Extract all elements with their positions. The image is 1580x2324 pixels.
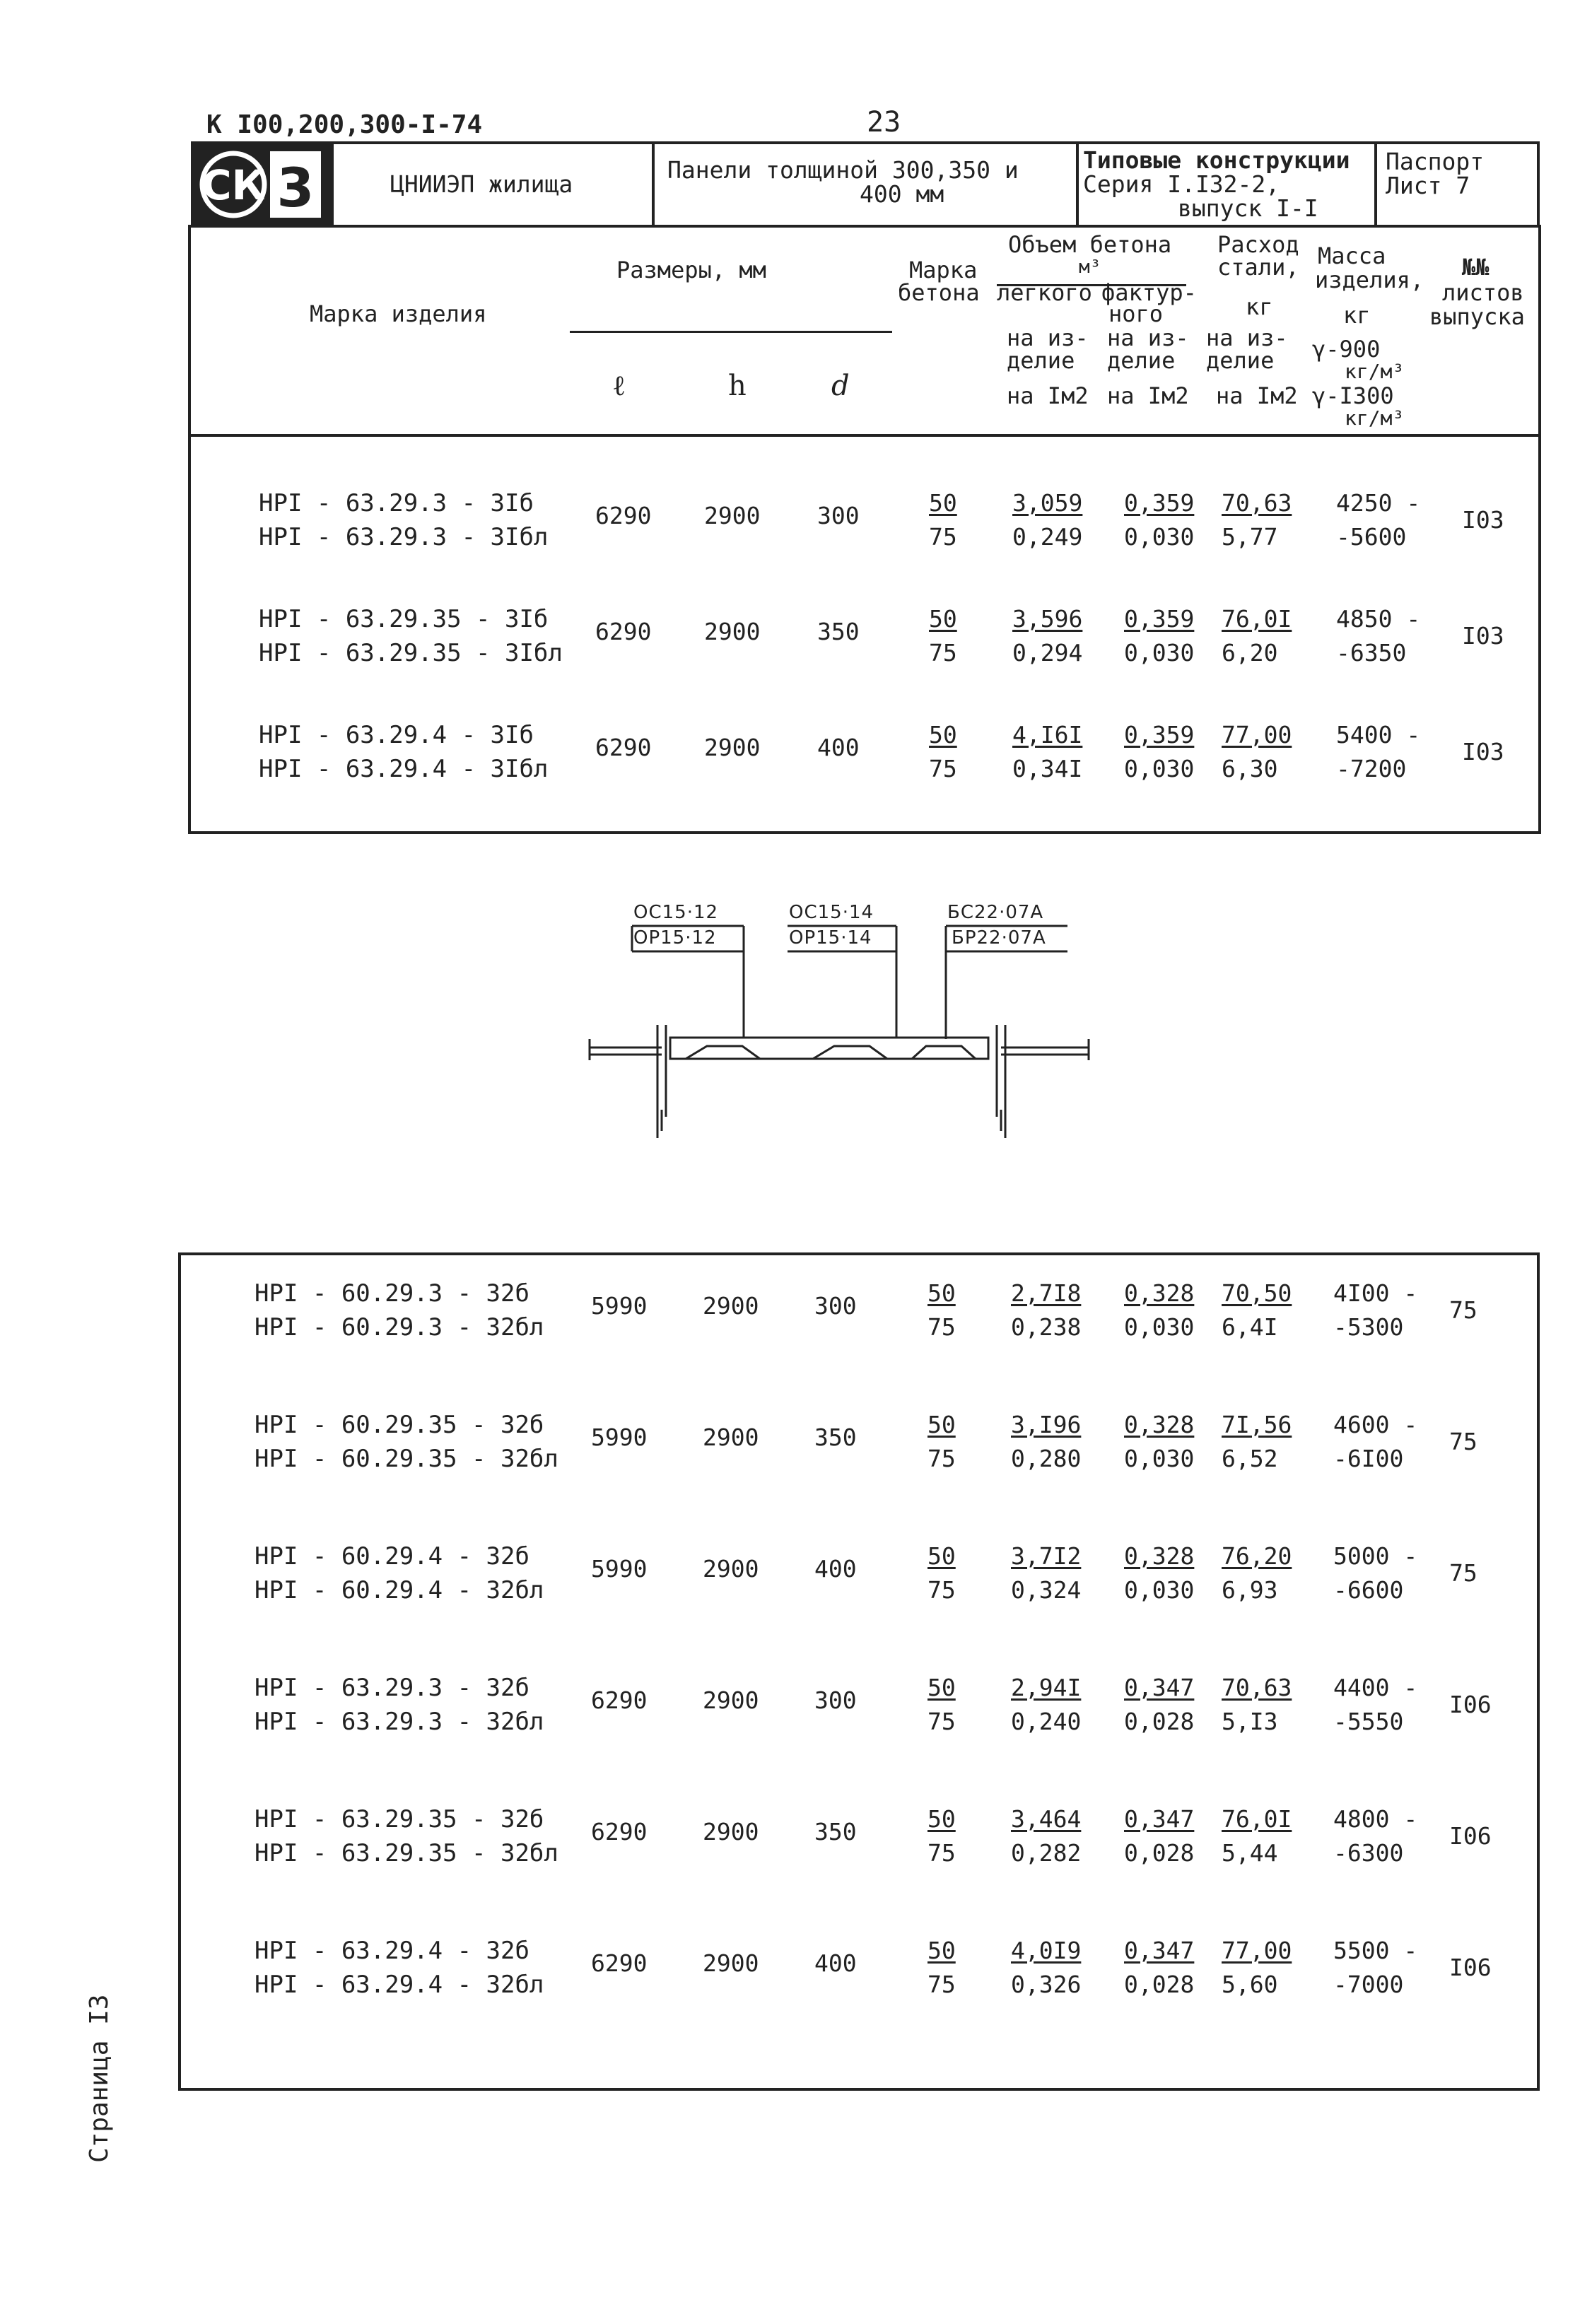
- hdr-gamma1: γ-900: [1312, 336, 1381, 363]
- hdr-steel-2: стали,: [1217, 254, 1299, 281]
- cell-dim-l: 5990: [591, 1555, 648, 1583]
- cell-mark: НРI - 63.29.35 - 3Iб: [259, 605, 549, 633]
- series-line2: Серия I.I32-2,: [1083, 170, 1280, 198]
- hdr-volume-2: м³: [1079, 257, 1101, 278]
- cell-steel: 7I,56: [1222, 1411, 1292, 1438]
- logo-number: 3: [276, 156, 315, 219]
- cell-mark: НРI - 60.29.3 - 32б: [254, 1279, 529, 1308]
- cell-volume: 2,7I8: [1011, 1279, 1082, 1307]
- cell-facing: 0,359: [1124, 605, 1195, 633]
- cell-dim-l: 6290: [591, 1686, 648, 1714]
- hdr-per-item-2a: делие: [1007, 347, 1075, 374]
- cell-dim-d: 400: [814, 1949, 857, 1977]
- cell-steel: 6,30: [1222, 755, 1278, 782]
- passport-line1: Паспорт: [1386, 148, 1485, 175]
- cell-steel: 5,60: [1222, 1971, 1278, 1998]
- hdr-sheets-2: листов: [1442, 279, 1524, 306]
- cell-facing: 0,028: [1124, 1839, 1195, 1867]
- cell-dim-l: 6290: [595, 502, 652, 529]
- diag-label-1-bottom: ОР15·12: [633, 927, 717, 949]
- cell-volume: 4,I6I: [1012, 721, 1083, 749]
- cell-steel: 76,0I: [1222, 605, 1292, 633]
- hdr-steel-unit: кг: [1246, 293, 1273, 320]
- cell-sheet: I06: [1449, 1691, 1492, 1718]
- table-bottom: [178, 1252, 1540, 2091]
- cell-mass: 4250 -: [1336, 489, 1421, 517]
- panel-desc-line1: Панели толщиной 300,350 и: [667, 156, 1019, 184]
- hdr-per-m2-b: на Iм2: [1107, 382, 1189, 409]
- cell-facing: 0,328: [1124, 1279, 1195, 1307]
- hdr-sheets-3: выпуска: [1429, 303, 1525, 330]
- cell-grade: 75: [927, 1971, 956, 1998]
- cell-volume: 0,324: [1011, 1576, 1082, 1604]
- cell-mass: -6I00: [1333, 1445, 1404, 1472]
- cell-facing: 0,030: [1124, 1576, 1195, 1604]
- cell-mass: -6600: [1333, 1576, 1404, 1604]
- cell-mass: 4600 -: [1333, 1411, 1418, 1438]
- logo: [194, 144, 334, 225]
- cell-volume: 0,326: [1011, 1971, 1082, 1998]
- cell-volume: 0,238: [1011, 1313, 1082, 1341]
- cell-mark: НРI - 63.29.4 - 3Iбл: [259, 755, 549, 783]
- cell-dim-d: 350: [814, 1424, 857, 1451]
- cell-grade: 75: [929, 755, 957, 782]
- cell-dim-d: 300: [817, 502, 860, 529]
- panel-desc-line2: 400 мм: [860, 180, 944, 208]
- cell-mass: -6300: [1333, 1839, 1404, 1867]
- hdr-volume-1: Объем бетона: [1008, 231, 1172, 258]
- cell-steel: 70,63: [1222, 1674, 1292, 1701]
- cell-dim-h: 2900: [703, 1424, 759, 1451]
- cell-steel: 5,I3: [1222, 1708, 1278, 1735]
- cell-sheet: 75: [1449, 1559, 1477, 1587]
- cell-mark: НРI - 63.29.35 - 32б: [254, 1805, 544, 1833]
- cell-grade: 75: [929, 523, 957, 551]
- cell-facing: 0,359: [1124, 489, 1195, 517]
- cell-dim-d: 300: [814, 1686, 857, 1714]
- passport-line2: Лист 7: [1386, 172, 1470, 199]
- hdr-per-item-2b: делие: [1107, 347, 1176, 374]
- logo-icon: [194, 144, 328, 225]
- cell-steel: 70,50: [1222, 1279, 1292, 1307]
- hdr-grade-1: Марка: [909, 257, 978, 283]
- cell-facing: 0,030: [1124, 639, 1195, 667]
- cell-mass: 5500 -: [1333, 1937, 1418, 1964]
- hdr-gamma2-unit: кг/м³: [1345, 406, 1405, 430]
- cell-grade: 50: [927, 1805, 956, 1833]
- cell-volume: 3,059: [1012, 489, 1083, 517]
- cell-mass: 4I00 -: [1333, 1279, 1418, 1307]
- cell-mass: -7000: [1333, 1971, 1404, 1998]
- cell-sheet: I06: [1449, 1822, 1492, 1850]
- cell-steel: 6,20: [1222, 639, 1278, 667]
- cell-dim-d: 400: [814, 1555, 857, 1583]
- cell-volume: 0,34I: [1012, 755, 1083, 782]
- diag-label-2-bottom: ОР15·14: [789, 927, 872, 949]
- cell-mass: 4850 -: [1336, 605, 1421, 633]
- logo-letters: СК: [201, 161, 265, 209]
- cell-dim-l: 6290: [591, 1818, 648, 1845]
- cell-grade: 75: [927, 1576, 956, 1604]
- cell-grade: 75: [927, 1839, 956, 1867]
- cell-mark: НРI - 60.29.4 - 32б: [254, 1542, 529, 1571]
- hdr-steel-1: Расход: [1217, 231, 1299, 258]
- cell-sheet: 75: [1449, 1296, 1477, 1324]
- cell-mark: НРI - 63.29.3 - 3Iбл: [259, 523, 549, 551]
- hdr-mass-2: изделия,: [1315, 266, 1424, 293]
- hdr-facing-2: ного: [1108, 300, 1164, 327]
- diag-label-1-top: ОС15·12: [633, 902, 719, 923]
- diag-label-3-top: БС22·07А: [947, 902, 1044, 923]
- cell-dim-l: 6290: [591, 1949, 648, 1977]
- hdr-sheets-1: №№: [1462, 254, 1490, 281]
- hdr-per-item-1c: на из-: [1206, 324, 1288, 351]
- diag-label-3-bottom: БР22·07А: [952, 927, 1046, 949]
- cell-dim-d: 350: [814, 1818, 857, 1845]
- cell-mark: НРI - 63.29.4 - 3Iб: [259, 721, 534, 749]
- cell-volume: 0,280: [1011, 1445, 1082, 1472]
- cell-mark: НРI - 63.29.35 - 32бл: [254, 1839, 558, 1867]
- cell-dim-d: 400: [817, 734, 860, 761]
- cell-mark: НРI - 60.29.35 - 32бл: [254, 1445, 558, 1473]
- passport-cell: [1377, 144, 1540, 225]
- cell-mark: НРI - 63.29.3 - 32бл: [254, 1708, 544, 1736]
- hdr-mass-1: Масса: [1318, 242, 1386, 269]
- cell-mark: НРI - 60.29.3 - 32бл: [254, 1313, 544, 1342]
- side-page-note: Страница I3: [85, 1994, 114, 2163]
- cell-volume: 2,94I: [1011, 1674, 1082, 1701]
- diag-label-2-top: ОС15·14: [789, 902, 874, 923]
- cell-mass: -5300: [1333, 1313, 1404, 1341]
- cell-volume: 3,596: [1012, 605, 1083, 633]
- hdr-per-m2-c: на Iм2: [1216, 382, 1298, 409]
- hdr-per-item-2c: делие: [1206, 347, 1275, 374]
- cell-sheet: I03: [1462, 622, 1504, 650]
- cell-grade: 50: [929, 721, 957, 749]
- hdr-gamma1-unit: кг/м³: [1345, 360, 1405, 383]
- hdr-per-item-1a: на из-: [1007, 324, 1089, 351]
- series-cell: [1079, 144, 1377, 225]
- cell-steel: 76,20: [1222, 1542, 1292, 1570]
- cell-dim-h: 2900: [704, 734, 761, 761]
- cell-mass: -7200: [1336, 755, 1407, 782]
- cell-steel: 76,0I: [1222, 1805, 1292, 1833]
- cell-grade: 50: [927, 1674, 956, 1701]
- cell-volume: 0,282: [1011, 1839, 1082, 1867]
- cell-dim-d: 350: [817, 618, 860, 645]
- cell-dim-d: 300: [814, 1292, 857, 1320]
- cell-mark: НРI - 63.29.3 - 3Iб: [259, 489, 534, 517]
- cell-mark: НРI - 63.29.4 - 32б: [254, 1937, 529, 1965]
- cell-dim-h: 2900: [703, 1555, 759, 1583]
- hdr-gamma2: γ-I300: [1312, 382, 1394, 409]
- cell-mass: -5600: [1336, 523, 1407, 551]
- cell-mark: НРI - 63.29.4 - 32бл: [254, 1971, 544, 1999]
- cell-volume: 3,I96: [1011, 1411, 1082, 1438]
- series-line3: выпуск I-I: [1178, 194, 1318, 222]
- cell-volume: 3,464: [1011, 1805, 1082, 1833]
- cell-facing: 0,347: [1124, 1674, 1195, 1701]
- hdr-dim-d: d: [831, 370, 850, 402]
- cell-grade: 50: [927, 1279, 956, 1307]
- cell-sheet: 75: [1449, 1428, 1477, 1455]
- cell-mass: -5550: [1333, 1708, 1404, 1735]
- cell-dim-l: 6290: [595, 734, 652, 761]
- cell-dim-h: 2900: [704, 502, 761, 529]
- hdr-per-m2-a: на Iм2: [1007, 382, 1089, 409]
- cell-mass: 5000 -: [1333, 1542, 1418, 1570]
- cell-grade: 75: [927, 1313, 956, 1341]
- panel-section-drawing: [580, 898, 1117, 1145]
- cell-mark: НРI - 60.29.4 - 32бл: [254, 1576, 544, 1604]
- cell-sheet: I03: [1462, 738, 1504, 765]
- cell-steel: 5,44: [1222, 1839, 1278, 1867]
- cell-mass: 4400 -: [1333, 1674, 1418, 1701]
- cell-volume: 0,294: [1012, 639, 1083, 667]
- cell-mark: НРI - 60.29.35 - 32б: [254, 1411, 544, 1439]
- hdr-grade-2: бетона: [898, 279, 980, 306]
- cell-volume: 3,7I2: [1011, 1542, 1082, 1570]
- cell-facing: 0,030: [1124, 1313, 1195, 1341]
- cell-sheet: I06: [1449, 1954, 1492, 1981]
- cell-grade: 50: [929, 605, 957, 633]
- cell-volume: 0,240: [1011, 1708, 1082, 1735]
- cell-grade: 50: [927, 1937, 956, 1964]
- cell-steel: 70,63: [1222, 489, 1292, 517]
- cell-dim-h: 2900: [704, 618, 761, 645]
- cell-facing: 0,328: [1124, 1542, 1195, 1570]
- cell-grade: 50: [927, 1542, 956, 1570]
- series-line1: Типовые конструкции: [1083, 146, 1350, 174]
- hdr-facing-1: фактур-: [1101, 279, 1197, 306]
- cell-steel: 77,00: [1222, 1937, 1292, 1964]
- hdr-product-mark: Марка изделия: [310, 300, 487, 327]
- hdr-light: легкого: [997, 279, 1092, 306]
- cell-dim-h: 2900: [703, 1818, 759, 1845]
- cell-grade: 50: [929, 489, 957, 517]
- cell-facing: 0,328: [1124, 1411, 1195, 1438]
- hdr-dimensions: Размеры, мм: [616, 257, 766, 283]
- hdr-dim-l: ℓ: [612, 370, 626, 402]
- cell-facing: 0,347: [1124, 1937, 1195, 1964]
- cell-volume: 0,249: [1012, 523, 1083, 551]
- cell-dim-h: 2900: [703, 1686, 759, 1714]
- cell-mark: НРI - 63.29.35 - 3Iбл: [259, 639, 563, 667]
- cell-steel: 77,00: [1222, 721, 1292, 749]
- cell-steel: 6,4I: [1222, 1313, 1278, 1341]
- page-number: 23: [867, 106, 901, 139]
- cell-grade: 50: [927, 1411, 956, 1438]
- cell-dim-l: 5990: [591, 1292, 648, 1320]
- cell-facing: 0,030: [1124, 1445, 1195, 1472]
- cell-dim-l: 5990: [591, 1424, 648, 1451]
- document-code: К I00,200,300-I-74: [206, 110, 483, 139]
- panel-desc-cell: [655, 144, 1079, 225]
- cell-facing: 0,347: [1124, 1805, 1195, 1833]
- cell-facing: 0,030: [1124, 755, 1195, 782]
- cell-dim-l: 6290: [595, 618, 652, 645]
- cell-mass: 5400 -: [1336, 721, 1421, 749]
- cell-grade: 75: [927, 1445, 956, 1472]
- cell-steel: 6,93: [1222, 1576, 1278, 1604]
- hdr-mass-unit: кг: [1343, 302, 1371, 329]
- cell-facing: 0,028: [1124, 1971, 1195, 1998]
- cell-steel: 5,77: [1222, 523, 1278, 551]
- cell-facing: 0,030: [1124, 523, 1195, 551]
- hdr-per-item-1b: на из-: [1107, 324, 1189, 351]
- cell-dim-h: 2900: [703, 1292, 759, 1320]
- cell-facing: 0,359: [1124, 721, 1195, 749]
- cell-steel: 6,52: [1222, 1445, 1278, 1472]
- org-cell: [334, 144, 655, 225]
- cell-volume: 4,0I9: [1011, 1937, 1082, 1964]
- cell-mass: 4800 -: [1333, 1805, 1418, 1833]
- cell-grade: 75: [929, 639, 957, 667]
- hdr-dim-h: h: [728, 370, 747, 402]
- cell-sheet: I03: [1462, 506, 1504, 534]
- title-block: [191, 141, 1540, 228]
- cell-mark: НРI - 63.29.3 - 32б: [254, 1674, 529, 1702]
- org-name: ЦНИИЭП жилища: [390, 170, 573, 198]
- cell-dim-h: 2900: [703, 1949, 759, 1977]
- cell-mass: -6350: [1336, 639, 1407, 667]
- cell-grade: 75: [927, 1708, 956, 1735]
- cell-facing: 0,028: [1124, 1708, 1195, 1735]
